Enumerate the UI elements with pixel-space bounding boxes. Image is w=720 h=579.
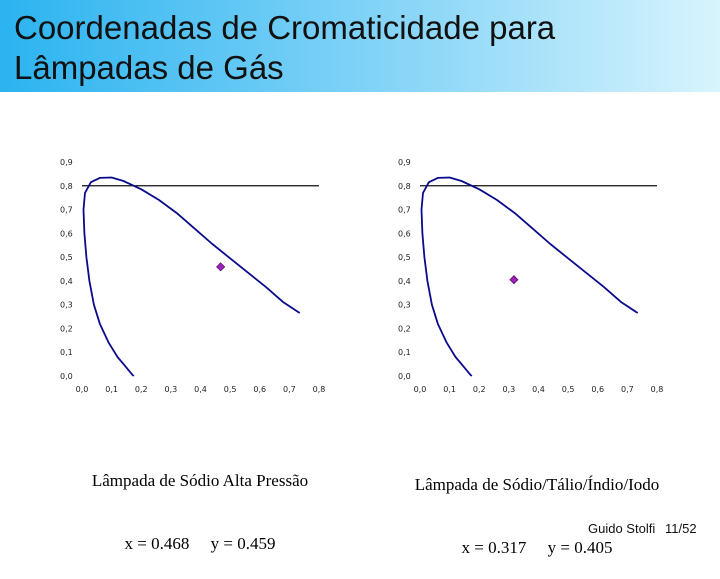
x-tick-label: 0,2 bbox=[472, 385, 486, 394]
x-tick-label: 0,1 bbox=[105, 385, 118, 394]
y-tick-label: 0,0 bbox=[398, 372, 411, 381]
caption-left bbox=[60, 428, 340, 575]
footer-page-number: 11/52 bbox=[665, 521, 697, 536]
x-tick-label: 0,3 bbox=[164, 385, 178, 394]
x-tick-label: 0,3 bbox=[502, 385, 516, 394]
footer-author: Guido Stolfi bbox=[588, 521, 656, 536]
caption-right-lamp: Lâmpada de Sódio/Tálio/Índio/Iodo bbox=[414, 475, 660, 494]
x-tick-label: 0,1 bbox=[443, 385, 456, 394]
y-tick-label: 0,6 bbox=[60, 229, 73, 239]
chromaticity-point-marker bbox=[217, 263, 225, 271]
y-tick-label: 0,3 bbox=[60, 300, 73, 310]
y-tick-label: 0,1 bbox=[398, 348, 411, 358]
y-tick-label: 0,2 bbox=[398, 324, 411, 334]
x-tick-label: 0,4 bbox=[532, 385, 545, 394]
chromaticity-chart-left bbox=[50, 154, 340, 402]
y-tick-label: 0,4 bbox=[398, 276, 411, 286]
chromaticity-point-marker bbox=[510, 276, 518, 284]
spectral-locus-line bbox=[84, 178, 300, 377]
x-tick-label: 0,0 bbox=[75, 385, 89, 394]
y-tick-label: 0,2 bbox=[60, 324, 73, 334]
y-tick-label: 0,7 bbox=[60, 205, 73, 215]
y-tick-label: 0,7 bbox=[398, 205, 411, 215]
caption-right bbox=[382, 432, 692, 579]
y-tick-label: 0,5 bbox=[60, 253, 73, 263]
title-bar bbox=[0, 0, 720, 92]
x-tick-label: 0,5 bbox=[223, 385, 237, 394]
caption-right-coords: x = 0.317 y = 0.405 bbox=[461, 538, 613, 557]
y-tick-label: 0,4 bbox=[60, 276, 73, 286]
page-title: Coordenadas de Cromaticidade para Lâmpadas de Gás bbox=[14, 9, 556, 86]
y-tick-label: 0,9 bbox=[398, 158, 411, 167]
x-tick-label: 0,0 bbox=[413, 385, 427, 394]
x-tick-label: 0,8 bbox=[312, 385, 326, 394]
chromaticity-chart-right bbox=[388, 154, 678, 402]
x-tick-label: 0,6 bbox=[591, 385, 605, 394]
y-tick-label: 0,5 bbox=[398, 253, 411, 263]
x-tick-label: 0,2 bbox=[134, 385, 148, 394]
y-tick-label: 0,1 bbox=[60, 348, 73, 358]
y-tick-label: 0,0 bbox=[60, 372, 73, 381]
caption-left-coords: x = 0.468 y = 0.459 bbox=[124, 534, 276, 553]
y-tick-label: 0,9 bbox=[60, 158, 73, 167]
x-tick-label: 0,4 bbox=[194, 385, 207, 394]
y-tick-label: 0,8 bbox=[60, 181, 73, 191]
y-tick-label: 0,8 bbox=[398, 181, 411, 191]
y-tick-label: 0,3 bbox=[398, 300, 411, 310]
spectral-locus-line bbox=[422, 178, 638, 377]
x-tick-label: 0,6 bbox=[253, 385, 267, 394]
x-tick-label: 0,7 bbox=[621, 385, 634, 394]
caption-left-lamp: Lâmpada de Sódio Alta Pressão bbox=[91, 471, 309, 490]
x-tick-label: 0,5 bbox=[561, 385, 575, 394]
x-tick-label: 0,8 bbox=[650, 385, 664, 394]
y-tick-label: 0,6 bbox=[398, 229, 411, 239]
x-tick-label: 0,7 bbox=[283, 385, 296, 394]
